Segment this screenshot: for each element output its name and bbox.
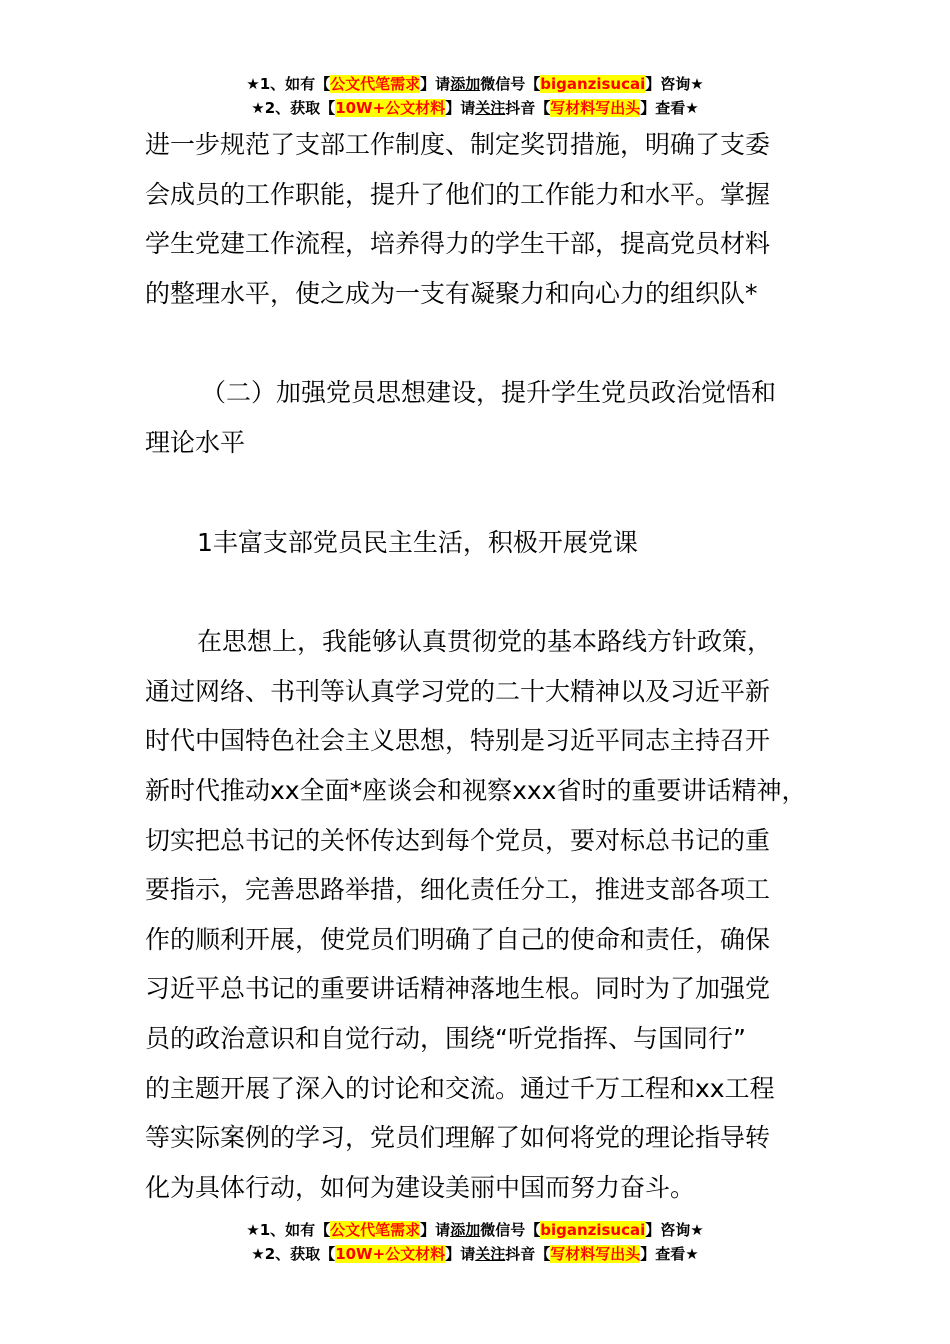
banner-text: 】请 [445, 1245, 476, 1263]
banner-text: 】咨询★ [645, 75, 704, 93]
banner-underlined: 添加 [450, 75, 481, 93]
text-line: 进一步规范了支部工作制度、制定奖罚措施，明确了支委 [145, 130, 771, 159]
banner-line-2 [0, 1242, 950, 1266]
banner-text: 】请 [420, 1221, 451, 1239]
text-line: 切实把总书记的关怀传达到每个党员，要对标总书记的重 [145, 825, 771, 855]
text-line: 员的政治意识和自觉行动，围绕“听党指挥、与国同行” [145, 1023, 746, 1053]
banner-highlight: 10W+公文材料 [335, 1245, 446, 1263]
banner-text: 】查看★ [640, 99, 699, 117]
text-line: 化为具体行动，如何为建设美丽中国而努力奋斗。 [145, 1172, 696, 1202]
banner-highlight: 公文代笔需求 [330, 75, 421, 93]
banner-text: 抖音【 [505, 1245, 551, 1263]
header-banner [0, 72, 950, 120]
document-body [145, 120, 825, 1212]
text-line: 新时代推动xx全面*座谈会和视察xxx省时的重要讲话精神， [145, 775, 807, 805]
text-line: 习近平总书记的重要讲话精神落地生根。同时为了加强党 [145, 974, 771, 1004]
banner-text: ★1、如有【 [246, 1221, 331, 1239]
subheading: 1丰富支部党员民主生活，积极开展党课 [197, 527, 638, 557]
banner-highlight: biganzisucai [540, 1221, 646, 1239]
banner-text: 微信号【 [480, 75, 541, 93]
banner-underlined: 关注 [475, 1245, 506, 1263]
text-line: 在思想上，我能够认真贯彻党的基本路线方针政策， [197, 627, 773, 657]
text-line: 会成员的工作职能，提升了他们的工作能力和水平。掌握 [145, 179, 771, 209]
banner-underlined: 添加 [450, 1221, 481, 1239]
banner-text: ★1、如有【 [246, 75, 331, 93]
banner-text: ★2、获取【 [251, 1245, 336, 1263]
banner-underlined: 关注 [475, 99, 506, 117]
banner-highlight: biganzisucai [540, 75, 646, 93]
paragraph-1 [145, 120, 825, 318]
banner-text: 】咨询★ [645, 1221, 704, 1239]
footer-banner [0, 1218, 950, 1266]
text-line: 等实际案例的学习，党员们理解了如何将党的理论指导转 [145, 1123, 771, 1153]
section-heading [145, 368, 825, 467]
banner-text: ★2、获取【 [251, 99, 336, 117]
banner-text: 】查看★ [640, 1245, 699, 1263]
banner-highlight: 10W+公文材料 [335, 99, 446, 117]
banner-text: 抖音【 [505, 99, 551, 117]
banner-highlight: 写材料写出头 [550, 1245, 641, 1263]
text-line: 的整理水平，使之成为一支有凝聚力和向心力的组织队* [145, 278, 758, 308]
banner-text: 】请 [420, 75, 451, 93]
heading-line: （二）加强党员思想建设，提升学生党员政治觉悟和 [201, 378, 777, 408]
text-line: 通过网络、书刊等认真学习党的二十大精神以及习近平新 [145, 676, 771, 706]
text-line: 学生党建工作流程，培养得力的学生干部，提高党员材料 [145, 229, 771, 259]
banner-line-1 [0, 72, 950, 96]
banner-text: 】请 [445, 99, 476, 117]
banner-text: 微信号【 [480, 1221, 541, 1239]
text-line: 要指示，完善思路举措，细化责任分工，推进支部各项工 [145, 875, 771, 905]
paragraph-2 [145, 617, 825, 1212]
banner-line-1 [0, 1218, 950, 1242]
banner-highlight: 公文代笔需求 [330, 1221, 421, 1239]
text-line: 的主题开展了深入的讨论和交流。通过千万工程和xx工程 [145, 1073, 775, 1103]
banner-highlight: 写材料写出头 [550, 99, 641, 117]
text-line: 时代中国特色社会主义思想，特别是习近平同志主持召开 [145, 726, 771, 756]
banner-line-2 [0, 96, 950, 120]
heading-line: 理论水平 [145, 427, 246, 457]
text-line: 作的顺利开展，使党员们明确了自己的使命和责任，确保 [145, 924, 771, 954]
